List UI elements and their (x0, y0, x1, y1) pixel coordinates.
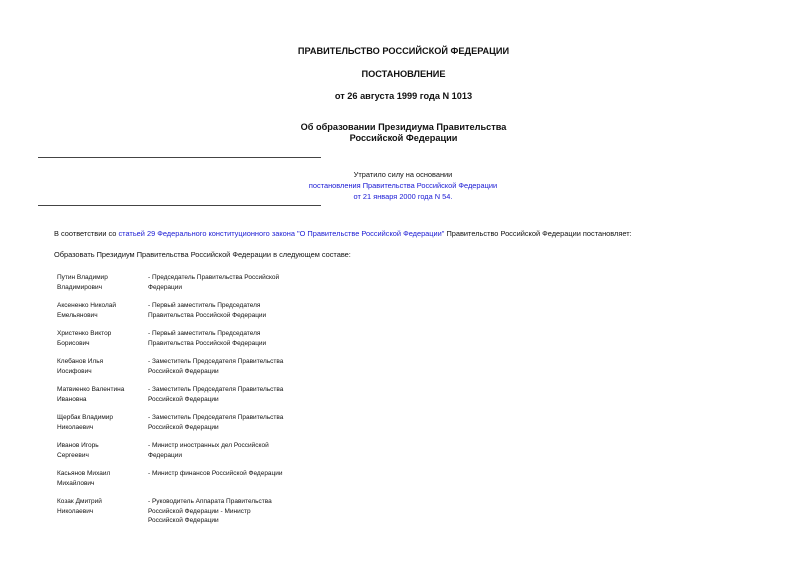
member-role-line-2: Правительства Российской Федерации (148, 339, 267, 347)
member-row (57, 469, 357, 491)
intro-text-after: Правительство Российской Федерации постановляет: (444, 229, 632, 238)
intro-text-before: В соответствии со (54, 229, 119, 238)
repeal-notice (250, 169, 556, 202)
member-role-line-2: Федерации (148, 451, 183, 459)
repeal-link-line-1[interactable]: постановления Правительства Российской Федерации (308, 181, 498, 190)
member-surname: Иванов Игорь (57, 442, 99, 449)
org-heading: ПРАВИТЕЛЬСТВО РОССИЙСКОЙ ФЕДЕРАЦИИ (297, 46, 510, 56)
member-role-line-1: - Председатель Правительства Российской (148, 274, 280, 281)
member-role-line-2: Российской Федерации (148, 395, 219, 403)
top-divider (38, 157, 321, 158)
member-row (57, 497, 357, 528)
member-surname: Касьянов Михаил (57, 470, 111, 477)
repeal-notice-text: Утратило силу на основании (353, 170, 453, 179)
repeal-link-line-2[interactable]: от 21 января 2000 года N 54. (353, 192, 453, 201)
doc-type-heading: ПОСТАНОВЛЕНИЕ (361, 69, 446, 79)
member-role-line-1: - Министр финансов Российской Федерации (148, 470, 283, 477)
member-surname: Матвиенко Валентина (57, 386, 125, 393)
law-article-link[interactable]: статьей 29 Федерального конституционного закона "О Правительстве Российской Федерации" (118, 229, 445, 238)
date-line: от 26 августа 1999 года N 1013 (334, 91, 473, 101)
member-row (57, 301, 357, 323)
decision-paragraph: Образовать Президиум Правительства Российской Федерации в следующем составе: (54, 250, 351, 259)
member-surname: Путин Владимир (57, 274, 108, 281)
member-surname: Щербак Владимир (57, 414, 114, 421)
member-role-line-1: - Первый заместитель Председателя (148, 302, 261, 309)
intro-paragraph (54, 229, 774, 239)
member-role-line-1: - Руководитель Аппарата Правительства (148, 498, 272, 505)
member-role-line-1: - Заместитель Председателя Правительства (148, 414, 284, 421)
member-patronymic: Иосифович (57, 367, 92, 375)
member-role-line-3: Российской Федерации (148, 517, 219, 525)
member-role-line-1: - Министр иностранных дел Российской (148, 442, 269, 449)
member-role-line-2: Российской Федерации - Министр (148, 507, 251, 515)
member-surname: Аксененко Николай (57, 302, 117, 309)
member-row (57, 357, 357, 379)
member-role-line-1: - Заместитель Председателя Правительства (148, 386, 284, 393)
bottom-divider (38, 205, 321, 206)
member-role-line-2: Российской Федерации (148, 367, 219, 375)
member-patronymic: Михайлович (57, 479, 95, 487)
member-row (57, 413, 357, 435)
member-patronymic: Николаевич (57, 507, 94, 515)
member-patronymic: Ивановна (57, 395, 87, 403)
member-surname: Клебанов Илья (57, 358, 104, 365)
member-row (57, 385, 357, 407)
member-role-line-2: Правительства Российской Федерации (148, 311, 267, 319)
member-surname: Христенко Виктор (57, 330, 112, 337)
member-row (57, 273, 357, 295)
member-patronymic: Борисович (57, 339, 90, 347)
member-patronymic: Емельянович (57, 311, 98, 319)
member-patronymic: Сергеевич (57, 451, 89, 459)
member-patronymic: Николаевич (57, 423, 94, 431)
member-row (57, 441, 357, 463)
member-role-line-1: - Первый заместитель Председателя (148, 330, 261, 337)
title-line-2: Российской Федерации (349, 133, 458, 143)
title-line-1: Об образовании Президиума Правительства (300, 122, 507, 132)
member-row (57, 329, 357, 351)
member-role-line-2: Российской Федерации (148, 423, 219, 431)
member-patronymic: Владимирович (57, 283, 102, 291)
member-role-line-2: Федерации (148, 283, 183, 291)
member-surname: Козак Дмитрий (57, 498, 102, 505)
member-role-line-1: - Заместитель Председателя Правительства (148, 358, 284, 365)
